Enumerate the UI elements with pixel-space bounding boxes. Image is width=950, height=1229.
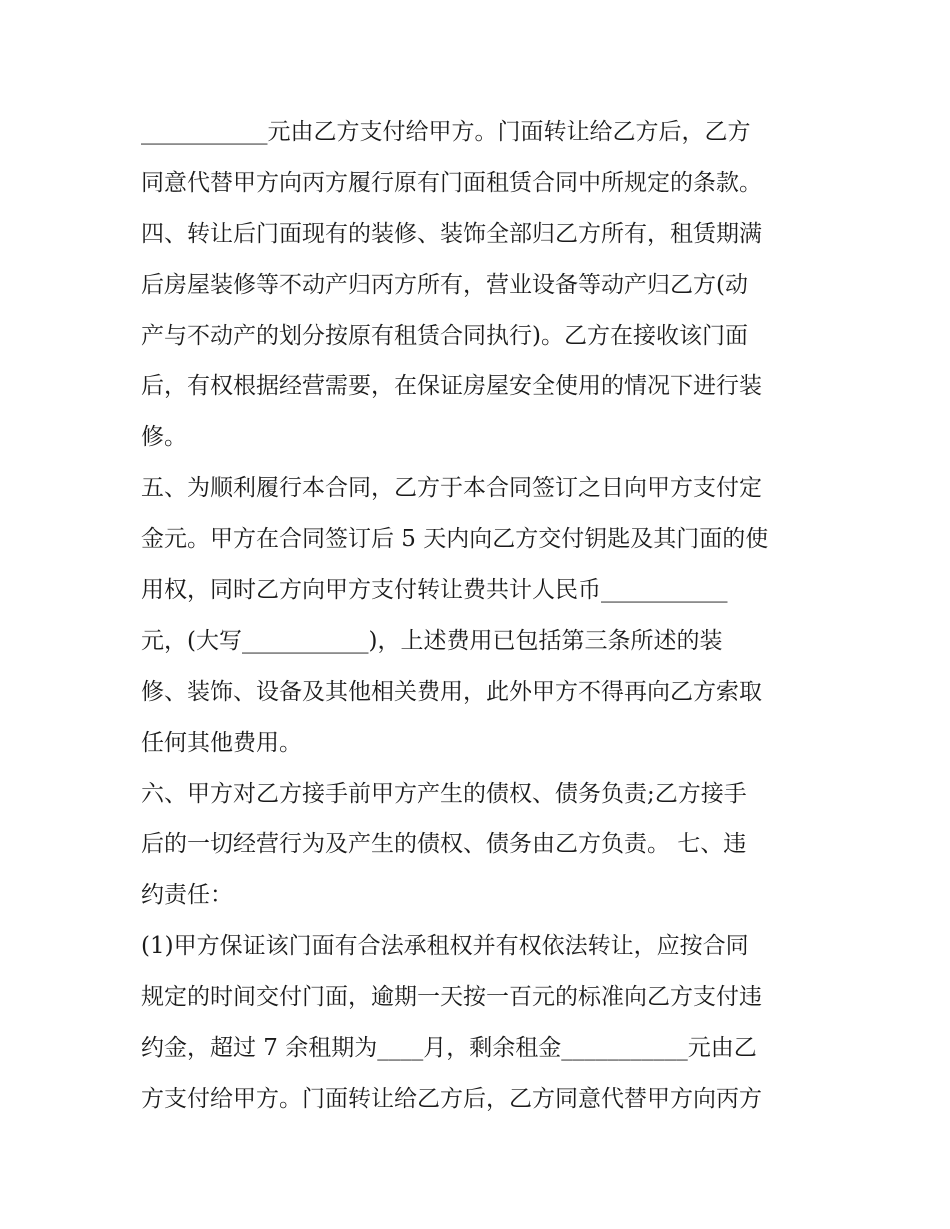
text-line: 后房屋装修等不动产归丙方所有，营业设备等动产归乙方(动 (141, 271, 748, 298)
text-line: 六、甲方对乙方接手前甲方产生的债权、债务负责;乙方接手 (141, 780, 747, 807)
text-line: 用权，同时乙方向甲方支付转让费共计人民币___________ (141, 577, 728, 604)
text-line: 后的一切经营行为及产生的债权、债务由乙方负责。 七、违 (141, 831, 747, 858)
text-line: 任何其他费用。 (141, 729, 302, 756)
text-line: 后，有权根据经营需要，在保证房屋安全使用的情况下进行装 (141, 373, 762, 400)
text-line: 同意代替甲方向丙方履行原有门面租赁合同中所规定的条款。 (141, 169, 762, 196)
text-line: 规定的时间交付门面，逾期一天按一百元的标准向乙方支付违 (141, 984, 762, 1011)
text-line: 五、为顺利履行本合同，乙方于本合同签订之日向甲方支付定 (141, 475, 762, 502)
text-line: 修、装饰、设备及其他相关费用，此外甲方不得再向乙方索取 (141, 678, 762, 705)
text-line: 方支付给甲方。门面转让给乙方后，乙方同意代替甲方向丙方 (141, 1085, 762, 1112)
contract-body (141, 107, 831, 1125)
text-line: ___________元由乙方支付给甲方。门面转让给乙方后，乙方 (141, 119, 751, 145)
text-line: (1)甲方保证该门面有合法承租权并有权依法转让，应按合同 (141, 933, 749, 960)
text-line: 四、转让后门面现有的装修、装饰全部归乙方所有，租赁期满 (141, 220, 762, 247)
text-line: 约金，超过 7 余租期为____月，剩余租金___________元由乙 (141, 1035, 757, 1062)
text-line: 元，(大写___________)，上述费用已包括第三条所述的装 (141, 627, 723, 654)
text-line: 修。 (141, 424, 187, 451)
text-line: 产与不动产的划分按原有租赁合同执行)。乙方在接收该门面 (141, 322, 748, 349)
text-line: 金元。甲方在合同签订后 5 天内向乙方交付钥匙及其门面的使 (141, 526, 769, 553)
text-line: 约责任： (141, 882, 233, 909)
